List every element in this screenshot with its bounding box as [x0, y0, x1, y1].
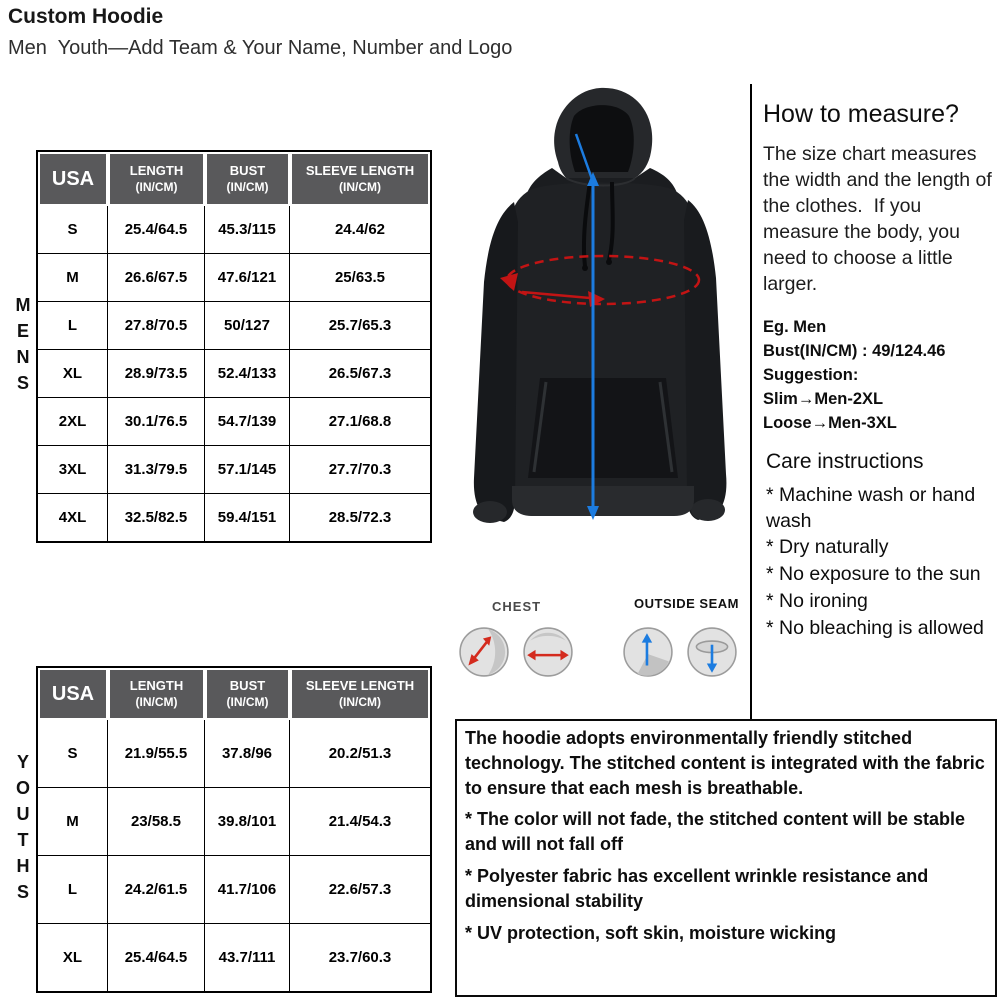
mens-size-table [12, 150, 432, 543]
sleeve-cell: 27.1/68.8 [290, 398, 430, 446]
length-cell: 24.2/61.5 [108, 856, 205, 924]
header-usa: USA [38, 152, 108, 206]
length-cell: 23/58.5 [108, 788, 205, 856]
example-line: Slim→Men-2XL [763, 389, 884, 408]
table-row [38, 350, 430, 398]
table-row [38, 254, 430, 302]
table-row [38, 856, 430, 924]
size-cell: S [38, 720, 108, 788]
sizing-example [763, 316, 945, 436]
length-cell: 21.9/55.5 [108, 720, 205, 788]
example-line: Bust(IN/CM) : 49/124.46 [763, 341, 946, 360]
product-description-box [455, 719, 997, 997]
size-cell: L [38, 302, 108, 350]
care-item: * No bleaching is allowed [766, 616, 984, 639]
bust-cell: 37.8/96 [205, 720, 290, 788]
size-cell: M [38, 788, 108, 856]
length-cell: 30.1/76.5 [108, 398, 205, 446]
care-item: * No ironing [766, 589, 868, 612]
header-length: LENGTH (IN/CM) [108, 152, 205, 206]
table-row [38, 720, 430, 788]
table-row [38, 446, 430, 494]
size-cell: XL [38, 924, 108, 991]
example-line: Eg. Men [763, 318, 827, 336]
sleeve-cell: 20.2/51.3 [290, 720, 430, 788]
sleeve-cell: 28.5/72.3 [328, 509, 392, 526]
outside-seam-fold-icon-2 [686, 626, 738, 678]
bust-cell: 47.6/121 [205, 254, 290, 302]
size-cell: 2XL [38, 398, 108, 446]
sleeve-cell: 25.7/65.3 [290, 302, 430, 350]
care-item: * No exposure to the sun [766, 563, 981, 586]
page-subtitle: Men Youth—Add Team & Your Name, Number and Logo [8, 37, 513, 59]
measure-fold-icons [458, 626, 738, 678]
bust-cell: 54.7/139 [205, 398, 290, 446]
outside-seam-fold-icon-1 [622, 626, 674, 678]
table-row [38, 398, 430, 446]
bust-cell: 41.7/106 [205, 856, 290, 924]
length-cell: 32.5/82.5 [108, 494, 205, 541]
sleeve-cell: 22.6/57.3 [290, 856, 430, 924]
table-row [38, 302, 430, 350]
how-to-measure-text: The size chart measures the width and the length of the clothes. If you measure the body, you need to choose a little larger. [763, 143, 998, 295]
size-cell: XL [38, 350, 108, 398]
bust-cell: 43.7/111 [205, 924, 290, 991]
description-bullet: * The color will not fade, the stitched content will be stable and will not fall off [465, 809, 966, 855]
hoodie-image [442, 80, 754, 606]
outside-seam-label: OUTSIDE SEAM [634, 596, 739, 611]
bust-cell: 59.4/151 [205, 494, 290, 541]
youths-side-label: YOUTHS [13, 751, 33, 908]
header-length: LENGTH (IN/CM) [108, 668, 205, 720]
youths-size-table [12, 666, 432, 993]
chest-fold-icon-2 [522, 626, 574, 678]
bust-cell: 52.4/133 [205, 350, 290, 398]
chest-label: CHEST [492, 599, 542, 614]
sleeve-cell: 26.5/67.3 [290, 350, 430, 398]
page-title: Custom Hoodie [8, 5, 164, 28]
header-usa: USA [38, 668, 108, 720]
size-cell: 3XL [38, 446, 108, 494]
description-bullet: * Polyester fabric has excellent wrinkle resistance and dimensional stability [465, 866, 929, 911]
example-line: Suggestion: [763, 365, 859, 384]
sleeve-cell: 27.7/70.3 [290, 446, 430, 494]
bust-cell: 57.1/145 [205, 446, 290, 494]
description-intro: The hoodie adopts environmentally friendly stitched technology. The stitched content is integrated with the fabric to ensure that each mesh is breathable. [465, 728, 985, 798]
bust-cell: 39.8/101 [205, 788, 290, 856]
how-to-measure-heading: How to measure? [763, 100, 959, 128]
sleeve-cell: 25/63.5 [290, 254, 430, 302]
description-bullet: * UV protection, soft skin, moisture wicking [465, 922, 837, 943]
length-cell: 26.6/67.5 [108, 254, 205, 302]
vertical-divider [750, 84, 752, 720]
length-cell: 25.4/64.5 [108, 924, 205, 991]
table-row [38, 788, 430, 856]
length-cell: 27.8/70.5 [108, 302, 205, 350]
length-cell: 25.4/64.5 [108, 206, 205, 254]
sleeve-cell: 24.4/62 [290, 206, 430, 254]
table-row [38, 924, 430, 991]
length-cell: 31.3/79.5 [108, 446, 205, 494]
table-row [38, 206, 430, 254]
table-row [38, 494, 430, 541]
bust-cell: 45.3/115 [205, 206, 290, 254]
length-cell: 28.9/73.5 [108, 350, 205, 398]
header-sleeve: SLEEVE LENGTH (IN/CM) [290, 668, 430, 720]
mens-side-label: MENS [13, 294, 33, 399]
header-bust: BUST (IN/CM) [205, 152, 290, 206]
bust-cell: 50/127 [205, 302, 290, 350]
size-cell: 4XL [38, 494, 108, 541]
example-line: Loose→Men-3XL [763, 413, 897, 432]
table-header-row [38, 668, 430, 720]
care-item: * Dry naturally [766, 536, 889, 559]
sleeve-cell: 21.4/54.3 [290, 788, 430, 856]
care-instructions-heading: Care instructions [766, 450, 924, 473]
table-header-row [38, 152, 430, 206]
care-instructions-list [766, 482, 994, 642]
sleeve-cell: 23.7/60.3 [328, 949, 392, 966]
header-sleeve: SLEEVE LENGTH (IN/CM) [290, 152, 430, 206]
size-cell: S [38, 206, 108, 254]
header-bust: BUST (IN/CM) [205, 668, 290, 720]
care-item: * Machine wash or hand wash [766, 484, 976, 532]
chest-fold-icon-1 [458, 626, 510, 678]
size-cell: L [38, 856, 108, 924]
size-cell: M [38, 254, 108, 302]
